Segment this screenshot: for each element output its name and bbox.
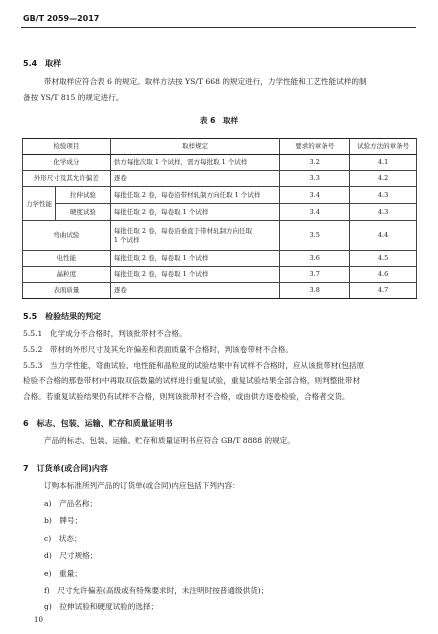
rule-cell: 每批任取 2 卷，每卷取 1 个试样 [110,251,279,267]
req-cell: 3.7 [280,267,350,283]
standard-code: GB/T 2059—2017 [23,14,100,23]
section-5-4-line-2: 备按 YS/T 815 的规定进行。 [23,93,124,102]
method-cell: 4.2 [350,171,417,187]
req-cell: 3.2 [280,155,350,171]
method-cell: 4.7 [350,283,417,299]
req-cell: 3.4 [280,204,350,221]
list-item: b) 牌号； [44,516,83,525]
clause-5-5-3-line-3: 合格。若重复试验结果仍有试样不合格，则判该批带材不合格，或由供方逐卷检验，合格者交货。 [23,392,350,401]
item-cell: 表面质量 [23,283,111,299]
list-item: d) 尺寸规格； [44,551,98,560]
item-cell: 弯曲试验 [23,221,111,251]
item-cell: 晶粒度 [23,267,111,283]
rule-cell: 每批任取 2 卷，每卷沿带材轧制方向任取 1 个试样 [110,187,279,204]
col-header-req: 要求的章条号 [280,139,350,155]
section-5-4-line-1: 带材取样应符合表 6 的规定。取样方法按 YS/T 668 的规定进行，力学性能和工艺性能试样的制 [44,77,367,86]
method-cell: 4.3 [350,187,417,204]
section-5-4-heading: 5.4 取样 [23,59,62,68]
table-row [23,221,417,251]
section-5-5-heading: 5.5 检验结果的判定 [23,312,102,321]
list-item: g) 拉伸试验和硬度试验的选择； [44,602,159,611]
list-item: a) 产品名称； [44,499,98,508]
header-divider [21,27,416,28]
list-item: f) 尺寸允许偏差(高级或有特殊要求时，未注明时按普通级供货)； [44,586,269,595]
table-caption: 表 6 取样 [199,116,239,125]
table-row [23,251,417,267]
table-row [23,155,417,171]
method-cell: 4.4 [350,221,417,251]
item-cell: 化学成分 [23,155,111,171]
section-7-intro: 订购本标准所列产品的订货单(或合同)内应包括下列内容： [44,481,240,490]
rule-cell: 逐卷 [110,171,279,187]
list-item: c) 状态； [44,534,82,543]
table-row [23,187,417,204]
req-cell: 3.8 [280,283,350,299]
req-cell: 3.6 [280,251,350,267]
clause-5-5-1: 5.5.1 化学成分不合格时，判该批带材不合格。 [23,329,187,338]
req-cell: 3.5 [280,221,350,251]
method-cell: 4.1 [350,155,417,171]
page-number: 10 [34,616,43,624]
table-row [23,267,417,283]
clause-5-5-3-line-2: 检验不合格的那卷带材)中再取双倍数量的试样进行重复试验，重复试验结果全部合格，则判整批带材 [23,376,361,385]
clause-5-5-3-line-1: 5.5.3 当力学性能、弯曲试验、电性能和晶粒度的试验结果中有试样不合格时，应从该批带材(包括原 [23,361,365,370]
item-cell: 外形尺寸及其允许偏差 [23,171,111,187]
table-header-row [23,139,417,155]
section-6-heading: 6 标志、包装、运输、贮存和质量证明书 [23,419,173,428]
list-item: e) 重量； [44,569,82,578]
table-row [23,283,417,299]
col-header-method: 试验方法的章条号 [350,139,417,155]
rule-cell: 供方每批次取 1 个试样，需方每批取 1 个试样 [110,155,279,171]
item-cell: 拉伸试验 [56,187,110,204]
rule-cell [110,221,279,251]
method-cell: 4.5 [350,251,417,267]
item-cell: 硬度试验 [69,208,96,216]
sampling-table [22,138,417,299]
req-cell: 3.4 [280,187,350,204]
col-header-rule: 取样规定 [110,139,279,155]
req-cell: 3.3 [280,171,350,187]
group-label: 力学性能 [23,187,56,220]
rule-line: 1 个试样 [113,235,140,244]
rule-line: 每批任取 2 卷，每卷沿垂直于带材轧制方向任取 [113,226,253,235]
rule-cell: 每批任取 2 卷，每卷取 1 个试样 [110,204,279,221]
mechanical-group-cell [23,187,111,221]
method-cell: 4.3 [350,204,417,221]
item-cell: 电性能 [23,251,111,267]
col-header-item: 检验项目 [23,139,111,155]
method-cell: 4.6 [350,267,417,283]
table-row [23,171,417,187]
clause-5-5-2: 5.5.2 带材的外形尺寸及其允许偏差和表面质量不合格时，判该卷带材不合格。 [23,345,293,354]
section-7-heading: 7 订货单(或合同)内容 [23,464,108,473]
rule-cell: 逐卷 [110,283,279,299]
section-6-text: 产品的标志、包装、运输、贮存和质量证明书应符合 GB/T 8888 的规定。 [44,436,295,445]
rule-cell: 每批任取 2 卷，每卷取 1 个试样 [110,267,279,283]
